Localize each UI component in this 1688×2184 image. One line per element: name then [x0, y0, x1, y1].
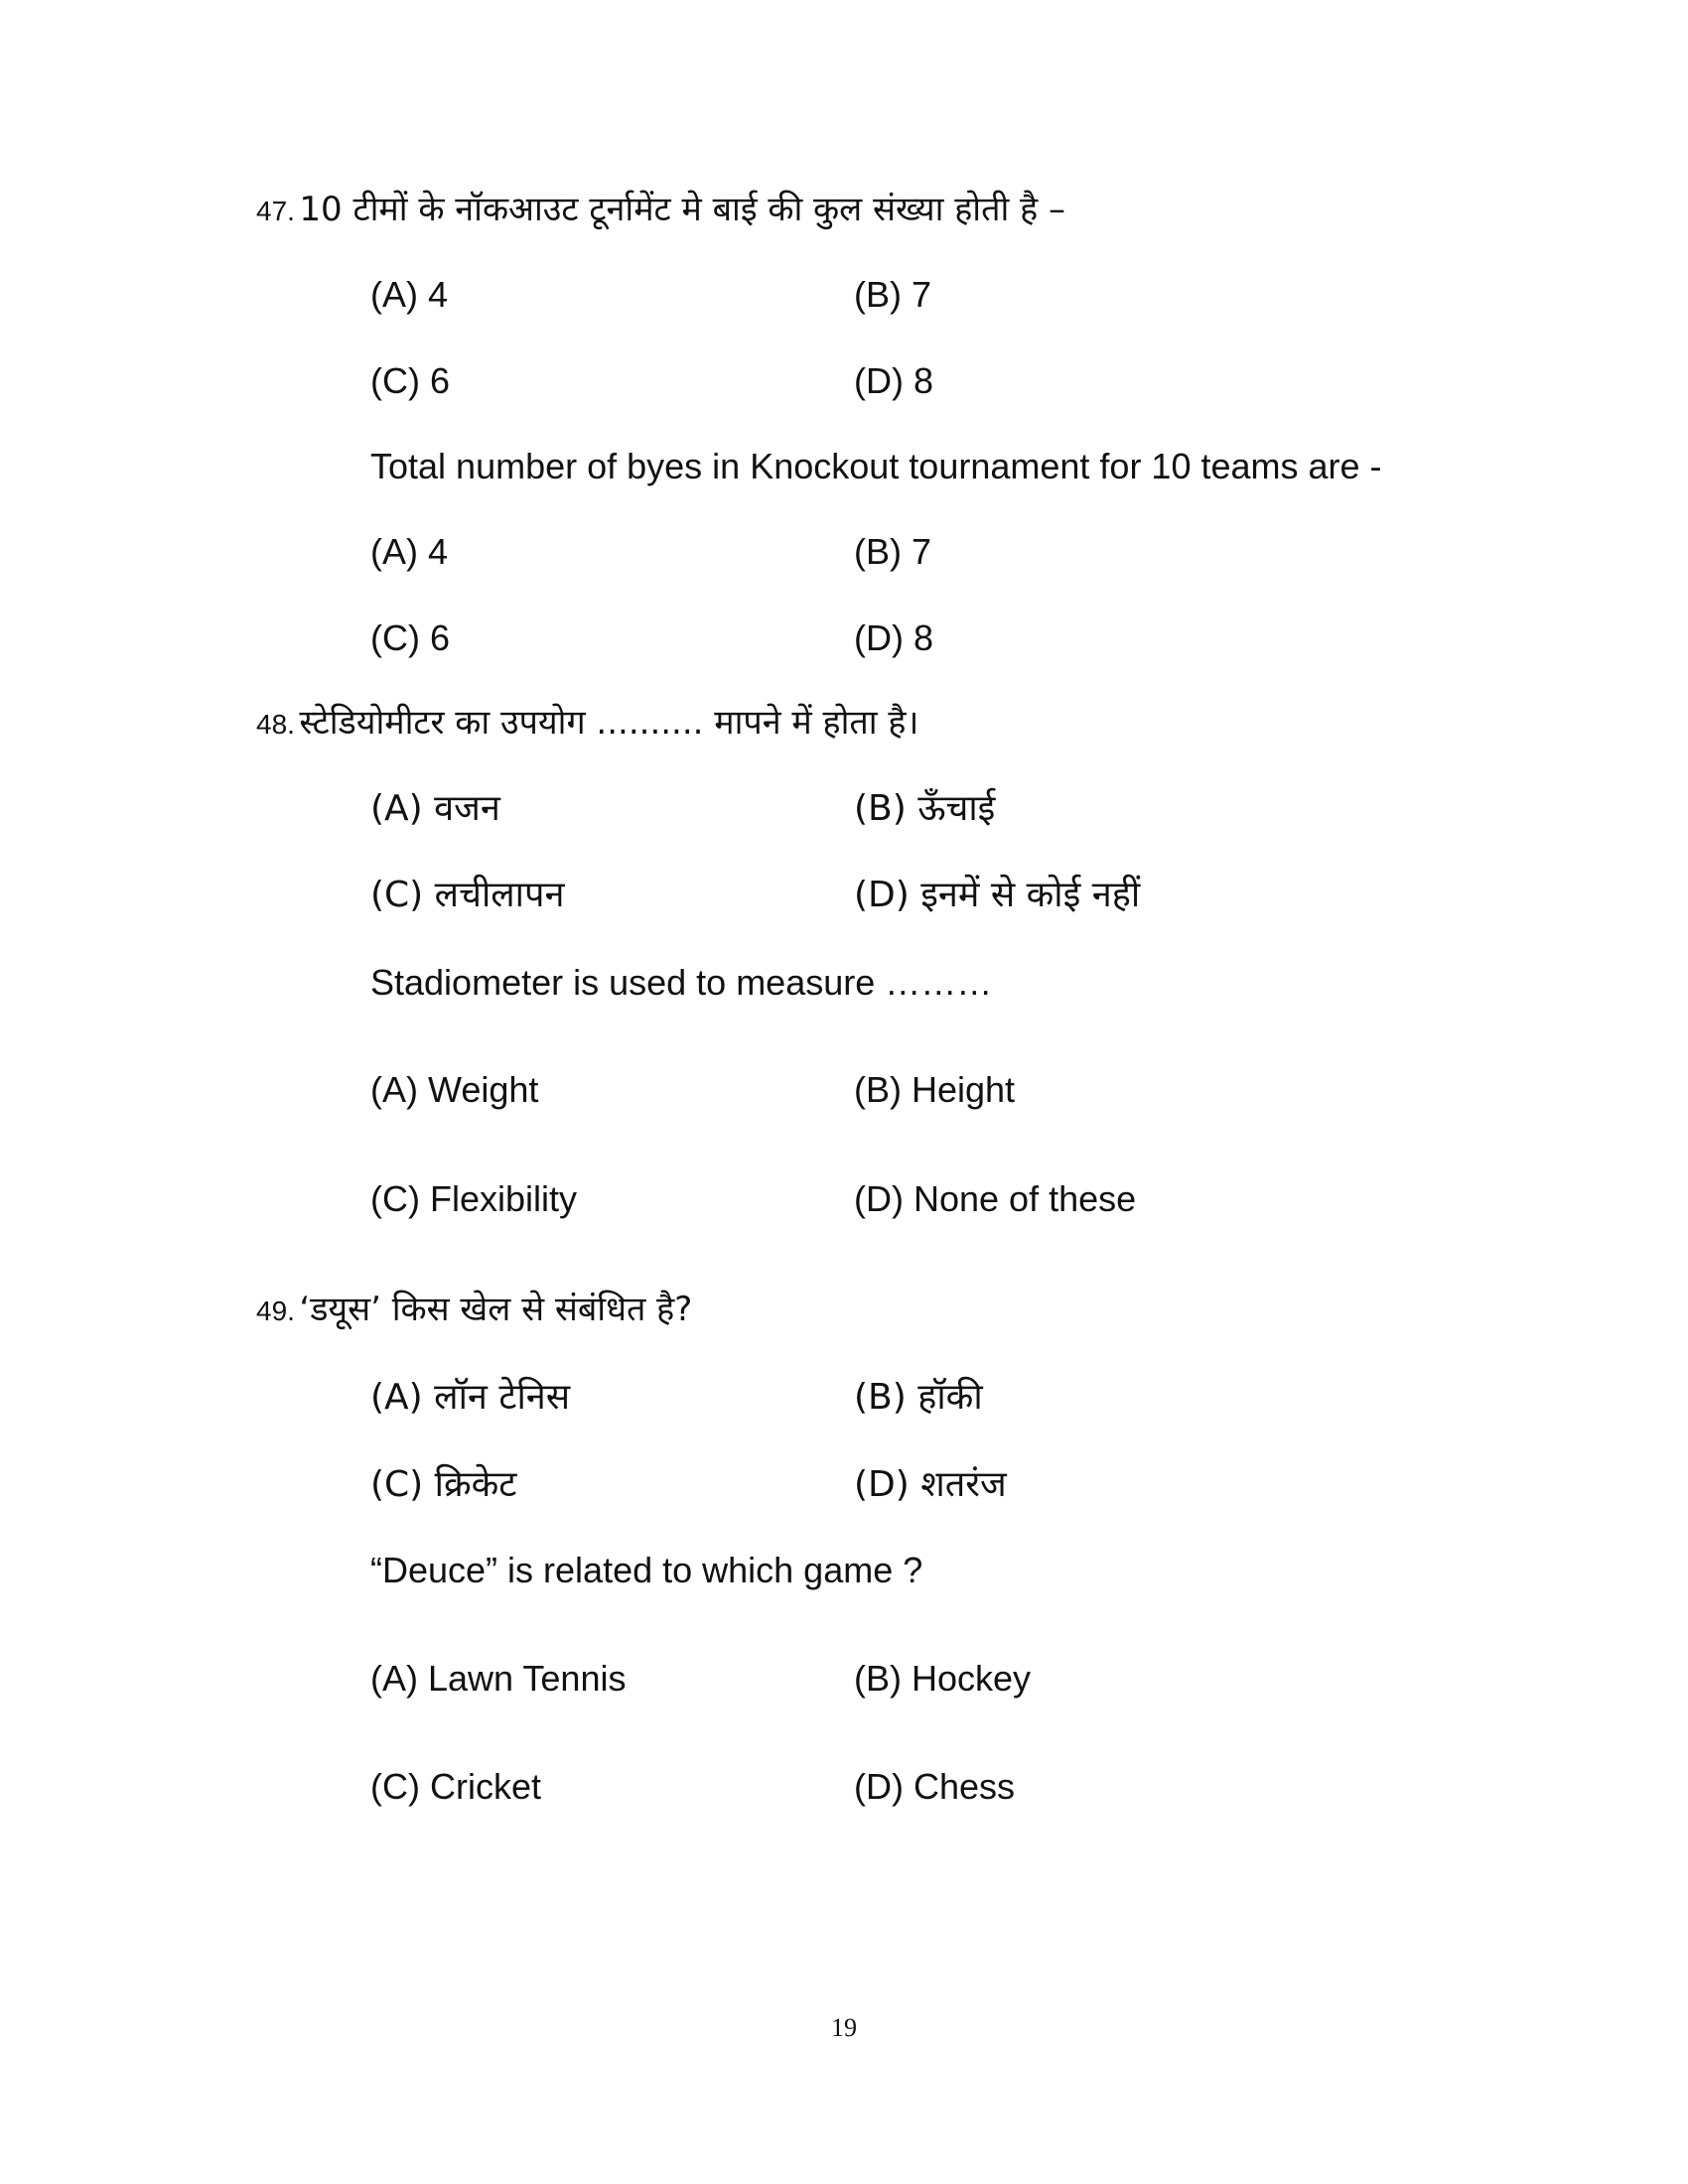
- question-49-english: “Deuce” is related to which game ?: [370, 1550, 923, 1590]
- question-47-hindi: [256, 190, 1065, 229]
- question-47-english: Total number of byes in Knockout tournament for 10 teams are -: [370, 446, 1382, 486]
- q49-hindi-option-b: (B) हॉकी: [854, 1377, 983, 1418]
- q49-hindi-option-c: (C) क्रिकेट: [370, 1464, 517, 1505]
- question-number: 49.: [256, 1296, 295, 1326]
- q48-english-option-a: (A) Weight: [370, 1069, 539, 1110]
- q48-english-option-d: (D) None of these: [854, 1178, 1137, 1219]
- question-text-hindi: ‘डयूस’ किस खेल से संबंधित है?: [299, 1290, 693, 1329]
- q47-hindi-option-c: (C) 6: [370, 360, 450, 401]
- q49-english-option-b: (B) Hockey: [854, 1658, 1032, 1699]
- q47-english-option-d: (D) 8: [854, 617, 933, 658]
- q48-hindi-option-b: (B) ऊँचाई: [854, 788, 996, 829]
- question-text-hindi: स्टेडियोमीटर का उपयोग .......... मापने में होता है।: [299, 703, 919, 743]
- question-number: 48.: [256, 709, 295, 740]
- q47-hindi-option-d: (D) 8: [854, 360, 933, 401]
- q49-english-option-d: (D) Chess: [854, 1766, 1016, 1807]
- q49-hindi-option-a: (A) लॉन टेनिस: [370, 1377, 571, 1418]
- q48-hindi-option-a: (A) वजन: [370, 788, 500, 829]
- q47-english-option-a: (A) 4: [370, 531, 449, 572]
- question-number: 47.: [256, 196, 295, 226]
- q49-english-option-c: (C) Cricket: [370, 1766, 541, 1807]
- q49-english-option-a: (A) Lawn Tennis: [370, 1658, 627, 1699]
- q49-hindi-option-d: (D) शतरंज: [854, 1464, 1007, 1505]
- q48-english-option-c: (C) Flexibility: [370, 1178, 578, 1219]
- q48-hindi-option-d: (D) इनमें से कोई नहीं: [854, 875, 1141, 915]
- q48-english-option-b: (B) Height: [854, 1069, 1016, 1110]
- page-number: 19: [831, 2013, 857, 2042]
- q47-english-option-c: (C) 6: [370, 617, 450, 658]
- q47-hindi-option-b: (B) 7: [854, 274, 932, 315]
- q48-hindi-option-c: (C) लचीलापन: [370, 875, 565, 915]
- question-text-hindi: 10 टीमों के नॉकआउट टूर्नामेंट मे बाई की कुल संख्या होती है –: [299, 190, 1065, 229]
- q47-english-option-b: (B) 7: [854, 531, 932, 572]
- question-48-english: Stadiometer is used to measure ………: [370, 962, 993, 1003]
- question-48-hindi: [256, 703, 919, 743]
- question-49-hindi: [256, 1290, 693, 1329]
- q47-hindi-option-a: (A) 4: [370, 274, 449, 315]
